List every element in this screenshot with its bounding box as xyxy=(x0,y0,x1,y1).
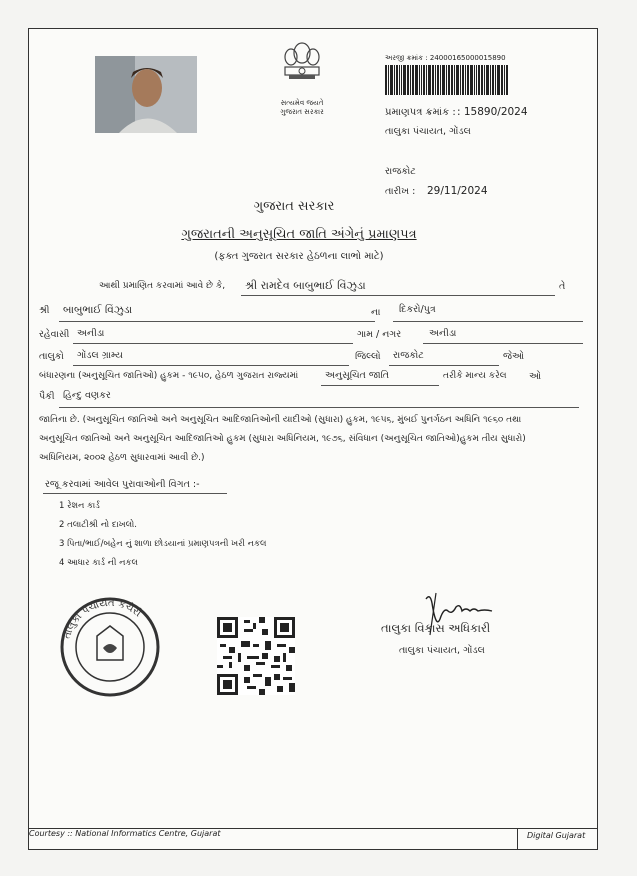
applicant-photo xyxy=(95,56,197,133)
proof-item: 2 તલાટીશ્રી નો દાખલો. xyxy=(59,520,137,530)
application-number: અરજી ક્રમાંક : 24000165000015890 xyxy=(385,54,506,62)
resident-label: રહેવાસી xyxy=(39,329,70,340)
barcode-icon xyxy=(385,65,565,95)
caste-type: અનુસૂચિત જાતિ xyxy=(325,370,390,381)
issuing-district: રાજકોટ xyxy=(385,166,416,177)
caste-text-b: તરીકે માન્ય કરેલ xyxy=(443,371,507,381)
signatory-office: તાલુકા પંચાયત, ગોંડલ xyxy=(399,645,485,656)
issue-date: 29/11/2024 xyxy=(427,185,488,197)
issuing-office: તાલુકા પંચાયત, ગોંડલ xyxy=(385,126,471,137)
svg-text:તાલુકા પંચાયત કચેરી: તાલુકા પંચાયત કચેરી xyxy=(61,597,144,641)
proof-item: 1 રેશન કાર્ડ xyxy=(59,501,100,511)
relation: દિકરો/પુત્ર xyxy=(399,304,436,315)
legal-paragraph-3: અધિનિયમ, ૨૦૦૨ હેઠળ સુધારવામાં આવી છે.) xyxy=(39,453,205,463)
proof-item: 3 પિતા/ભાઈ/બહેન નું શાળા છોડયાનાં પ્રમાણપત્રની ખરી નકલ xyxy=(59,539,267,549)
certificate-number: : 15890/2024 xyxy=(457,106,528,118)
government-title: ગુજરાત સરકાર xyxy=(253,199,335,214)
shri-text: શ્રી xyxy=(39,305,50,316)
courtesy-text: Courtesy :: National Informatics Centre, Gujarat xyxy=(29,829,221,838)
proof-item: 4 આધાર કાર્ડ ની નકલ xyxy=(59,558,138,568)
resident-value: અનીડા xyxy=(77,328,105,339)
te-text: તે xyxy=(559,281,566,292)
certificate-page xyxy=(28,28,598,850)
legal-paragraph-2: અનુસૂચિત જાતિઓ અને અનુસૂચિત આદિજાતિઓ હુકમ (સુધારા અધિનિયમ, ૧૯૭૬, સંવિધાન (અનુસૂચિત જાતિઓ)હુકમ તીય સુધારો) xyxy=(39,434,526,444)
caste-name: હિન્દુ વણકર xyxy=(63,390,111,401)
date-label: તારીખ : xyxy=(385,186,416,197)
taluka-label: તાલુકો xyxy=(39,351,64,362)
national-emblem-icon xyxy=(277,39,327,99)
certificate-title: ગુજરાતની અનુસૂચિત જાતિ અંગેનું પ્રમાણપત્ર xyxy=(181,227,417,242)
village-value: અનીડા xyxy=(429,328,457,339)
emblem-caption: સત્યમેવ જયતે ગુજરાત સરકાર xyxy=(280,99,324,116)
panchayat-seal-icon xyxy=(59,596,161,698)
father-name: બાબુભાઈ વિંઝુડા xyxy=(63,304,133,316)
jeo-text: જેઓ xyxy=(503,351,525,362)
paiki-text: પૈકી xyxy=(39,391,55,402)
signatory-title: તાલુકા વિકાસ અધિકારી xyxy=(381,621,491,635)
district-value: રાજકોટ xyxy=(393,350,424,361)
certificate-subtitle: (ફક્ત ગુજરાત સરકાર હેઠળના લાભો માટે) xyxy=(214,251,384,262)
taluka-value: ગોંડલ ગ્રામ્ય xyxy=(77,350,123,361)
qr-code-icon xyxy=(217,617,295,695)
o-text: ઓ xyxy=(529,371,542,382)
district-label: જિલ્લો xyxy=(355,351,381,362)
village-label: ગામ / નગર xyxy=(357,329,402,340)
proofs-heading: રજૂ કરવામાં આવેલ પુરાવાઓની વિગત :- xyxy=(45,479,200,490)
footer-divider xyxy=(517,829,518,849)
certificate-number-label: પ્રમાણપત્ર ક્રમાંક : xyxy=(385,107,456,118)
caste-text-a: બંધારણના (અનુસૂચિત જાતિઓ) હુકમ - ૧૯૫૦, હેઠળ ગુજરાત રાજ્યમાં xyxy=(39,371,299,381)
digital-gujarat-text: Digital Gujarat xyxy=(527,831,586,840)
na-text: ના xyxy=(371,307,381,318)
intro-text: આથી પ્રમાણિત કરવામાં આવે છે કે, xyxy=(99,281,226,291)
applicant-name: શ્રી રામદેવ બાબુભાઈ વિંઝુડા xyxy=(245,279,366,292)
legal-paragraph-1: જાતિના છે. (અનુસૂચિત જાતિઓ અને અનુસૂચિત આદિજાતિઓની યાદીઓ (સુધારા) હુકમ, ૧૯૫૬, મુંબઈ પુનર્ગઠન અધિનિ ૧૯૬૦ તથા xyxy=(39,415,522,425)
